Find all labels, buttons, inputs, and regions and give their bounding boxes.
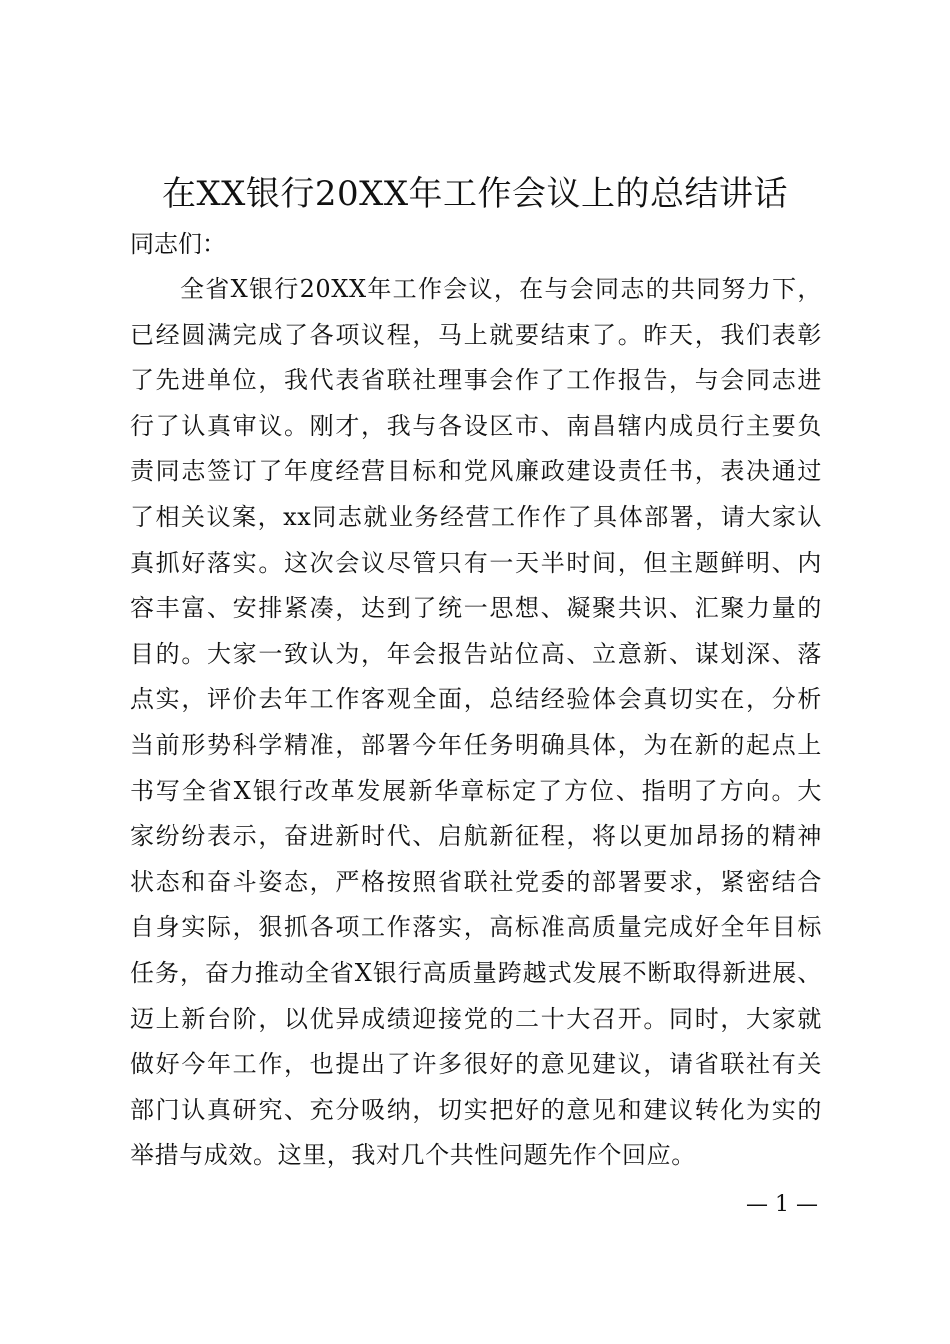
paragraph-line: 举措与成效。这里，我对几个共性问题先作个回应。 [130, 1141, 696, 1170]
paragraph-line: 全省X银行20XX年工作会议，在与会同志的共同努力下， [180, 275, 822, 303]
paragraph-line: 自身实际，狠抓各项工作落实，高标准高质量完成好全年目标 [130, 913, 822, 942]
paragraph-line: 书写全省X银行改革发展新华章标定了方位、指明了方向。大 [130, 776, 822, 805]
paragraph-line: 了先进单位，我代表省联社理事会作了工作报告，与会同志进 [130, 366, 822, 395]
paragraph-line: 状态和奋斗姿态，严格按照省联社党委的部署要求，紧密结合 [130, 867, 822, 896]
paragraph-line: 容丰富、安排紧凑，达到了统一思想、凝聚共识、汇聚力量的 [130, 594, 822, 623]
paragraph-line: 做好今年工作，也提出了许多很好的意见建议，请省联社有关 [130, 1050, 822, 1079]
paragraph-line: 部门认真研究、充分吸纳，切实把好的意见和建议转化为实的 [130, 1095, 822, 1124]
paragraph-line: 点实，评价去年工作客观全面，总结经验体会真切实在，分析 [130, 685, 822, 714]
page-number: — 1 — [746, 1192, 818, 1217]
paragraph-line: 迈上新台阶，以优异成绩迎接党的二十大召开。同时，大家就 [130, 1004, 822, 1033]
paragraph-line: 真抓好落实。这次会议尽管只有一天半时间，但主题鲜明、内 [130, 548, 822, 577]
paragraph-line: 目的。大家一致认为，年会报告站位高、立意新、谋划深、落 [130, 639, 822, 668]
paragraph-line: 了相关议案，xx同志就业务经营工作作了具体部署，请大家认 [130, 502, 822, 531]
paragraph-line: 责同志签订了年度经营目标和党风廉政建设责任书，表决通过 [130, 457, 822, 486]
paragraph-line: 行了认真审议。刚才，我与各设区市、南昌辖内成员行主要负 [130, 411, 822, 440]
greeting: 同志们： [130, 230, 226, 258]
paragraph-line: 家纷纷表示，奋进新时代、启航新征程，将以更加昂扬的精神 [130, 822, 822, 851]
speech-paragraph [130, 267, 822, 1179]
paragraph-line: 当前形势科学精准，部署今年任务明确具体，为在新的起点上 [130, 730, 822, 759]
paragraph-line: 任务，奋力推动全省X银行高质量跨越式发展不断取得新进展、 [130, 958, 822, 987]
paragraph-line: 已经圆满完成了各项议程，马上就要结束了。昨天，我们表彰 [130, 320, 822, 349]
document-title: 在XX银行20XX年工作会议上的总结讲话 [161, 174, 789, 214]
